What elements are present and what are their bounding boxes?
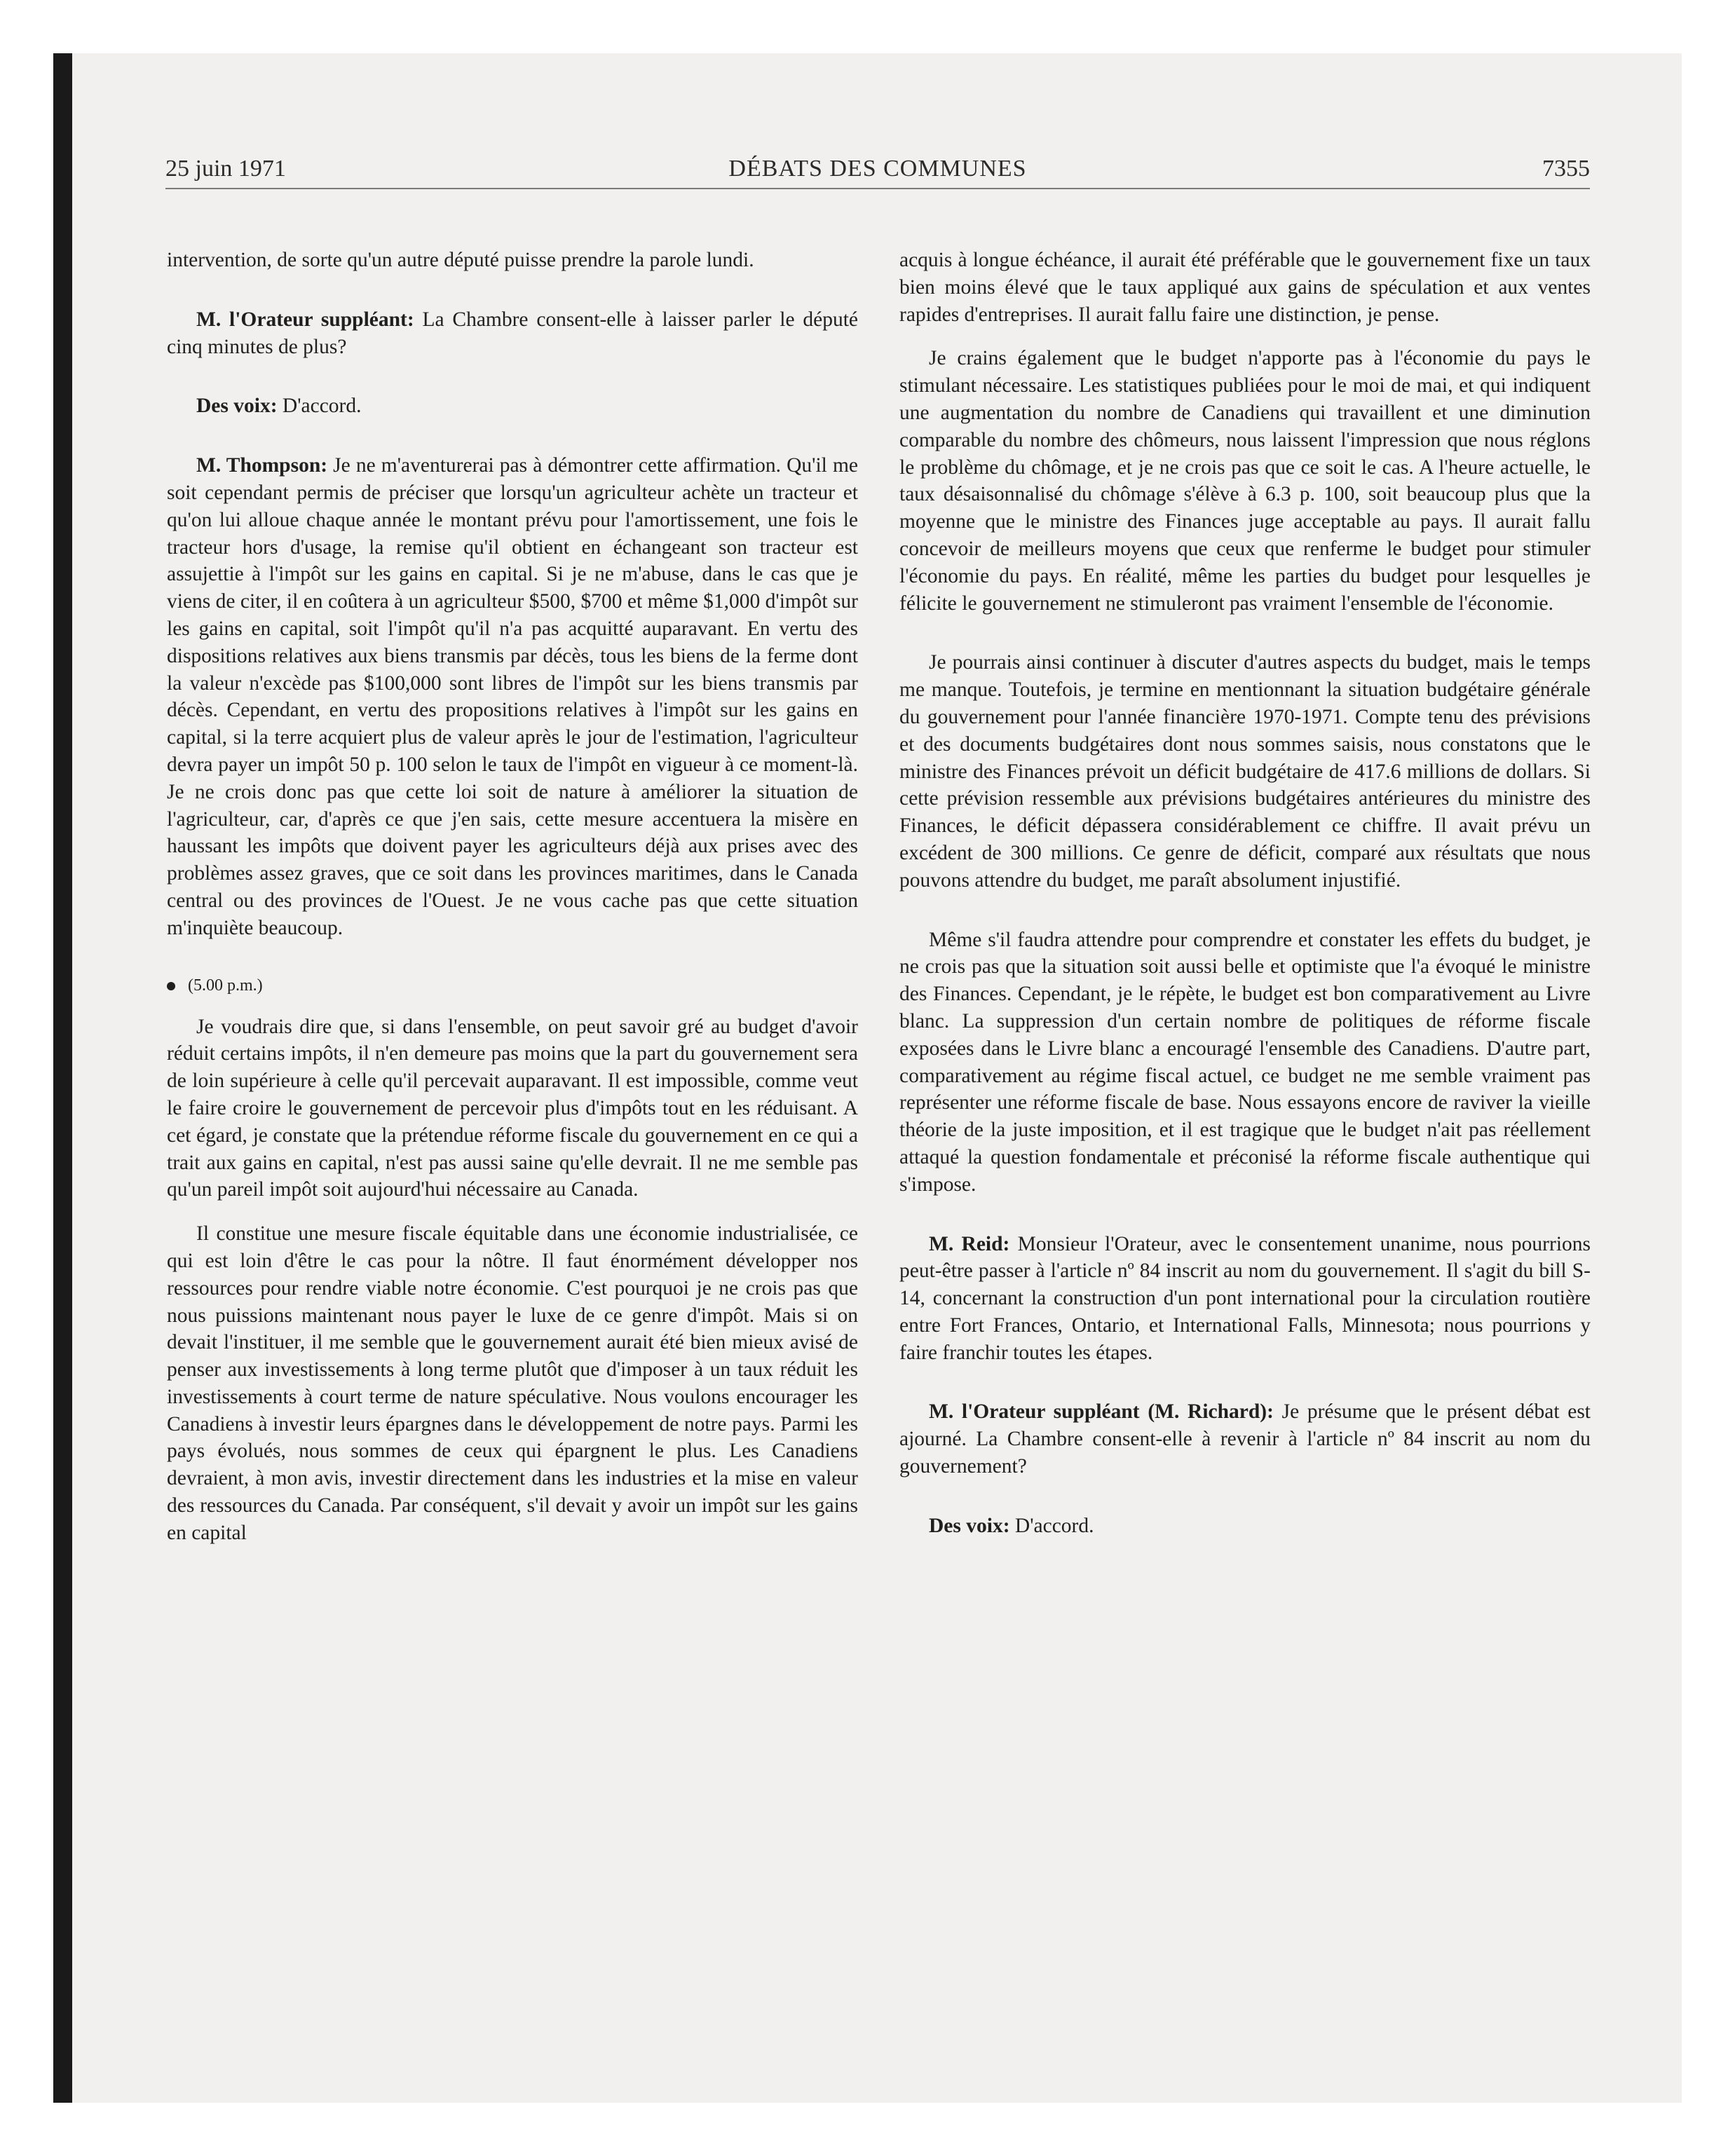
paragraph (167, 393, 858, 420)
speaker-name: Des voix: (196, 395, 278, 418)
speech-text: Monsieur l'Orateur, avec le consentement unanime, nous pourrions peut-être passer à l'article nº 84 inscrit au nom du gouvernement. Il s'agit du bill S-14, concernant la construction d'un pont international pour la circulation routière entre Fort Frances, Ontario, et International Falls, Minnesota; nous pourrions y faire franchir toutes les étapes. (899, 1232, 1591, 1364)
right-column (899, 247, 1591, 1557)
paragraph: acquis à longue échéance, il aurait été préférable que le gouvernement fixe un taux bien moins élevé que le taux appliqué aux gains de spéculation et aux ventes rapides d'entreprises. Il aurait fallu faire une distinction, je pense. (899, 249, 1591, 326)
running-header (165, 156, 1590, 189)
speaker-name: M. Reid: (929, 1232, 1010, 1255)
header-title: DÉBATS DES COMMUNES (728, 156, 1027, 182)
page-number: 7355 (1542, 156, 1590, 182)
paragraph: Il constitue une mesure fiscale équitable dans une économie industrialisée, ce qui est loin d'être le cas pour la nôtre. Il faut énormément développer nos ressources pour rendre viable notre économie. C'est pourquoi je ne crois pas que nous puissions maintenant nous payer le luxe de ce genre d'impôt. Mais si on devait l'instituer, il me semble que le gouvernement aurait été bien mieux avisé de penser aux investissements à long terme plutôt que d'imposer à un taux réduit les investissements à court terme de nature spéculative. Nous voulons encourager les Canadiens à investir leurs épargnes dans le développement de notre pays. Parmi les pays évolués, nous sommes de ceux qui épargnent le plus. Les Canadiens devraient, à mon avis, investir directement dans les industries et la mise en valeur des ressources du Canada. Par conséquent, s'il devait y avoir un impôt sur les gains en capital (167, 1222, 858, 1544)
paragraph: Même s'il faudra attendre pour comprendre et constater les effets du budget, je ne crois pas que la situation soit aussi belle et optimiste que l'a évoqué le ministre des Finances. Cependant, je le répète, le budget est bon comparativement au Livre blanc. La suppression d'un certain nombre de politiques de réforme fiscale exposées dans le Livre blanc a encouragé l'ensemble des Canadiens. D'autre part, comparativement au régime fiscal actuel, ce budget ne me semble vraiment pas représenter une réforme fiscale de base. Nous essayons encore de raviver la vieille théorie de la juste imposition, et il est tragique que le budget n'ait pas réellement attaqué la question fondamentale et préconisé la réforme fiscale authentique qui s'impose. (899, 928, 1591, 1196)
paragraph: Je pourrais ainsi continuer à discuter d'autres aspects du budget, mais le temps me manque. Toutefois, je termine en mentionnant la situation budgétaire générale du gouvernement pour l'année financière 1970-1971. Compte tenu des prévisions et des documents budgétaires dont nous sommes saisis, nous constatons que le ministre des Finances prévoit un déficit budgétaire de 417.6 millions de dollars. Si cette prévision ressemble aux prévisions budgétaires antérieures du ministre des Finances, le déficit dépassera considérablement ce chiffre. Il avait prévu un excédent de 300 millions. Ce genre de déficit, comparé aux résultats que nous pouvons attendre du budget, me paraît absolument injustifié. (899, 651, 1591, 892)
speech-text: Je ne m'aventurerai pas à démontrer cette affirmation. Qu'il me soit cependant permis de préciser que lorsqu'un agriculteur achète un tracteur et qu'on lui alloue chaque année le montant prévu pour l'amortissement, une fois le tracteur hors d'usage, la remise qu'il obtient en échangeant son tracteur est assujettie à l'impôt sur les gains en capital. Si je ne m'abuse, dans le cas que je viens de citer, il en coûtera à un agriculteur $500, $700 et même $1,000 d'impôt sur les gains en capital, soit l'impôt qu'il n'a pas acquitté auparavant. En vertu des dispositions relatives aux biens transmis par décès, tous les biens de la ferme dont la valeur n'excède pas $100,000 sont libres de l'impôt sur les biens transmis par décès. Cependant, en vertu des propositions relatives à l'impôt sur les gains en capital, si la terre acquiert plus de valeur après le jour de l'estimation, l'agriculteur devra payer un impôt 50 p. 100 selon le taux de l'impôt en vigueur à ce moment-là. Je ne crois donc pas que cette loi soit de nature à améliorer la situation de l'agriculteur, car, d'après ce que j'en sais, cette mesure accentuera la misère en haussant les impôts que doivent payer les agriculteurs déjà aux prises avec des problèmes assez graves, que ce soit dans les provinces maritimes, dans le Canada central ou des provinces de l'Ouest. Je ne vous cache pas que cette situation m'inquiète beaucoup. (167, 454, 858, 939)
speaker-name: Des voix: (929, 1514, 1010, 1537)
speaker-name: M. Thompson: (196, 454, 328, 477)
left-column (167, 247, 858, 1564)
paragraph (899, 1231, 1591, 1367)
paragraph: Je voudrais dire que, si dans l'ensemble, on peut savoir gré au budget d'avoir réduit certains impôts, il n'en demeure pas moins que la part du gouvernement sera de loin supérieure à celle qu'il percevait auparavant. Il est impossible, comme veut le faire croire le gouvernement de percevoir plus d'impôts tout en les réduisant. A cet égard, je constate que la prétendue réforme fiscale du gouvernement en ce qui a trait aux gains en capital, n'est pas aussi saine qu'elle devrait. Il ne me semble pas qu'un pareil impôt soit aujourd'hui nécessaire au Canada. (167, 1015, 858, 1201)
bullet-icon (167, 982, 175, 990)
speech-text: La Chambre consent-elle à laisser parler le député cinq minutes de plus? (167, 308, 858, 358)
paragraph (899, 1398, 1591, 1480)
time-marker (167, 974, 858, 997)
speech-text: D'accord. (1009, 1514, 1094, 1537)
header-date: 25 juin 1971 (165, 156, 286, 182)
paragraph: intervention, de sorte qu'un autre député puisse prendre la parole lundi. (167, 249, 754, 271)
paragraph (167, 306, 858, 361)
speech-text: Je présume que le présent débat est ajourné. La Chambre consent-elle à revenir à l'article nº 84 inscrit au nom du gouvernement? (899, 1400, 1591, 1478)
paragraph (167, 452, 858, 941)
speaker-name: M. l'Orateur suppléant (M. Richard): (929, 1400, 1274, 1424)
speaker-name: M. l'Orateur suppléant: (196, 308, 414, 331)
paragraph: Je crains également que le budget n'apporte pas à l'économie du pays le stimulant nécessaire. Les statistiques publiées pour le moi de mai, et qui indiquent une augmentation du nombre de Canadiens qui travaillent et une diminution comparable du nombre des chômeurs, nous laissent l'impression que nous réglons le problème du chômage, et je ne crois pas que ce soit le cas. A l'heure actuelle, le taux désaisonnalisé du chômage s'élève à 6.3 p. 100, soit beaucoup plus que la moyenne que le ministre des Finances juge acceptable au pays. Il aurait fallu concevoir de meilleurs moyens que ceux que renferme le budget pour stimuler l'économie du pays. En réalité, même les parties du budget pour lesquelles je félicite le gouvernement ne stimuleront pas vraiment l'ensemble de l'économie. (899, 347, 1591, 615)
scan-border (53, 53, 72, 2103)
header-rule (165, 188, 1590, 189)
speech-text: D'accord. (277, 395, 362, 418)
paragraph (899, 1513, 1591, 1540)
time-marker-text: (5.00 p.m.) (188, 976, 263, 995)
